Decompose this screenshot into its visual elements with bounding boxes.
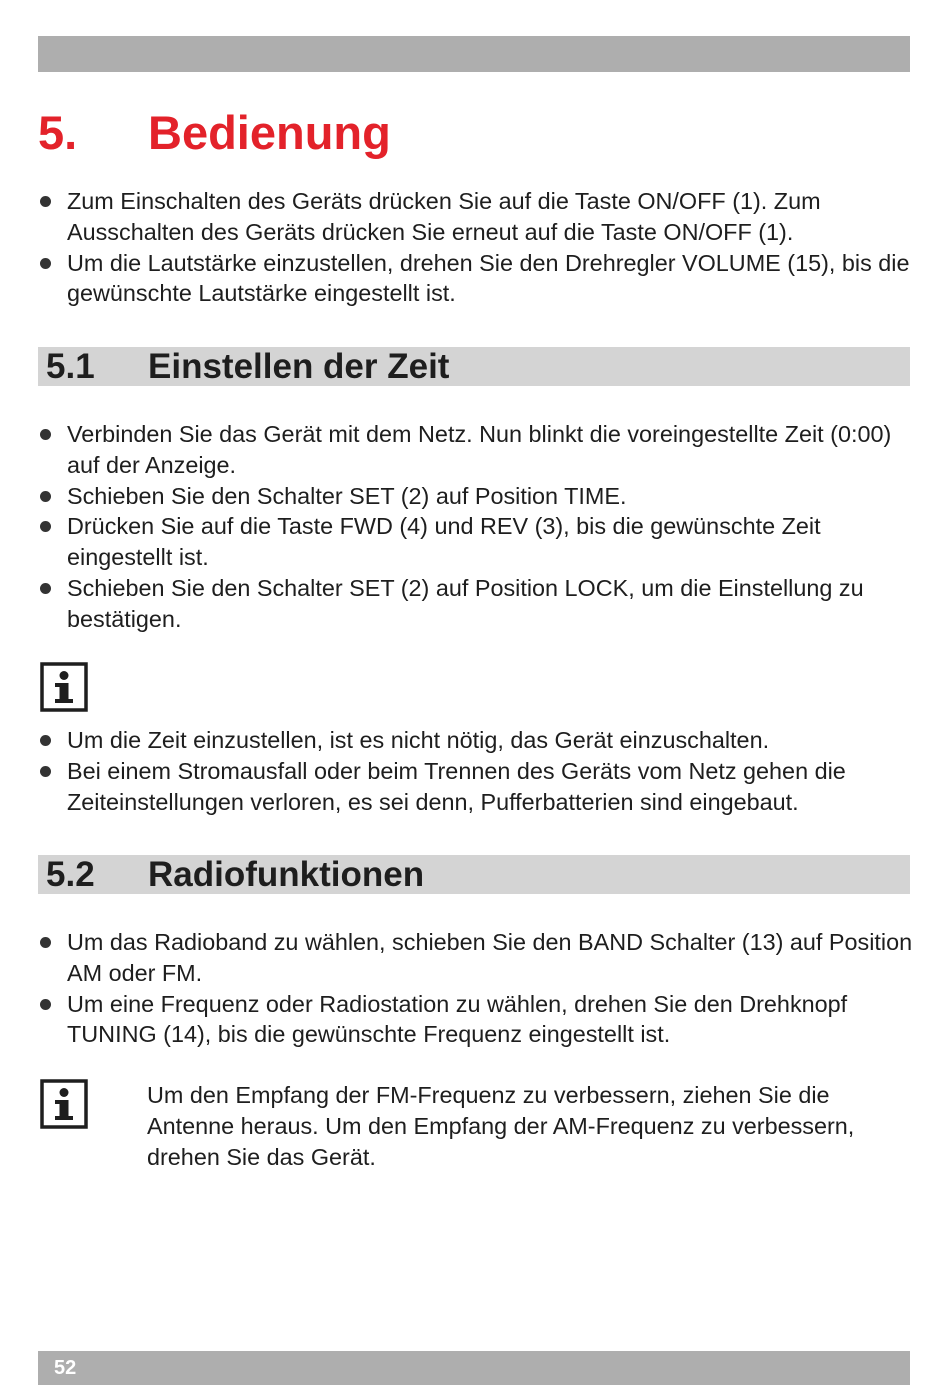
list-item: Schieben Sie den Schalter SET (2) auf Position TIME. (38, 481, 918, 512)
info-icon (40, 662, 88, 712)
footer-bar (38, 1351, 910, 1385)
bullet-icon (40, 766, 51, 777)
page-number: 52 (54, 1357, 77, 1379)
section-number: 5. (38, 106, 78, 159)
section-heading-5-2 (38, 855, 910, 894)
page-title (38, 103, 391, 163)
bullet-icon (40, 999, 51, 1010)
time-info-bullet-list (38, 725, 918, 817)
section-heading-number: 5.2 (46, 855, 95, 894)
bullet-icon (40, 258, 51, 269)
list-item: Um die Lautstärke einzustellen, drehen Sie den Drehregler VOLUME (15), bis die gewünschte Lautstärke eingestellt ist. (38, 248, 918, 310)
bullet-icon (40, 491, 51, 502)
section-heading-title: Einstellen der Zeit (148, 347, 450, 386)
header-bar (38, 36, 910, 72)
time-bullet-list (38, 419, 918, 635)
intro-bullet-list (38, 186, 918, 309)
section-heading-number: 5.1 (46, 347, 95, 386)
radio-info-note: Um den Empfang der FM-Frequenz zu verbessern, ziehen Sie die Antenne heraus. Um den Empfang der AM-Frequenz zu verbessern, drehen Sie das Gerät. (147, 1082, 855, 1170)
list-item: Verbinden Sie das Gerät mit dem Netz. Nun blinkt die voreingestellte Zeit (0:00) auf der Anzeige. (38, 419, 918, 481)
section-heading-title: Radiofunktionen (148, 855, 425, 894)
info-icon (40, 1079, 88, 1129)
list-item: Bei einem Stromausfall oder beim Trennen des Geräts vom Netz gehen die Zeiteinstellungen verloren, es sei denn, Pufferbatterien sind eingebaut. (38, 756, 918, 818)
list-item: Um eine Frequenz oder Radiostation zu wählen, drehen Sie den Drehknopf TUNING (14), bis die gewünschte Frequenz eingestellt ist. (38, 989, 918, 1051)
list-item: Drücken Sie auf die Taste FWD (4) und REV (3), bis die gewünschte Zeit eingestellt ist. (38, 511, 918, 573)
bullet-icon (40, 429, 51, 440)
bullet-icon (40, 196, 51, 207)
list-item: Um das Radioband zu wählen, schieben Sie den BAND Schalter (13) auf Position AM oder FM. (38, 927, 918, 989)
bullet-icon (40, 583, 51, 594)
bullet-icon (40, 521, 51, 532)
list-item: Schieben Sie den Schalter SET (2) auf Position LOCK, um die Einstellung zu bestätigen. (38, 573, 918, 635)
radio-bullet-list (38, 927, 918, 1050)
bullet-icon (40, 937, 51, 948)
section-title: Bedienung (148, 106, 391, 159)
section-heading-5-1 (38, 347, 910, 386)
bullet-icon (40, 735, 51, 746)
list-item: Um die Zeit einzustellen, ist es nicht nötig, das Gerät einzuschalten. (38, 725, 918, 756)
list-item: Zum Einschalten des Geräts drücken Sie auf die Taste ON/OFF (1). Zum Ausschalten des Geräts drücken Sie erneut auf die Taste ON/OFF (1). (38, 186, 918, 248)
